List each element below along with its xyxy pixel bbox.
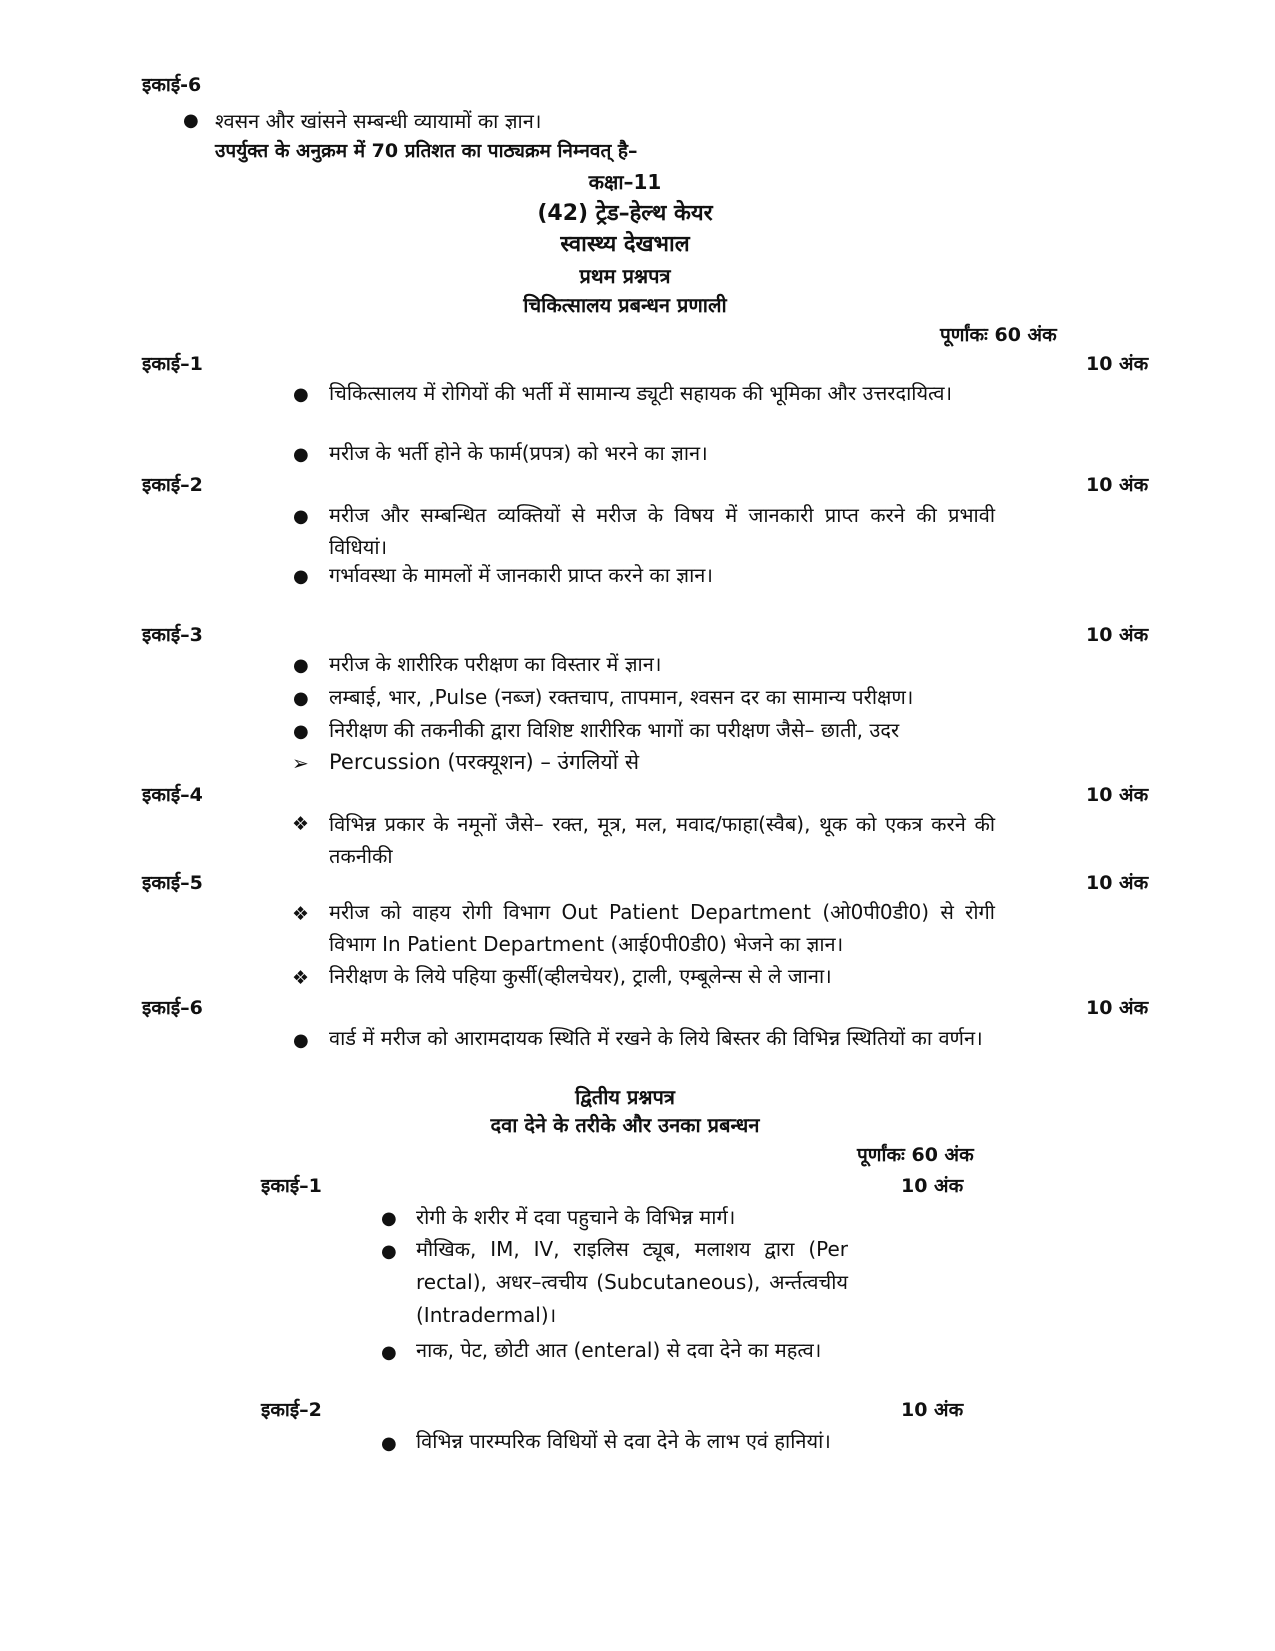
subject-heading: स्वास्थ्य देखभाल [560,232,690,257]
unit-label: इकाई–5 [142,872,203,894]
paper1-title: प्रथम प्रश्नपत्र [579,264,671,288]
bullet-icon: ● [183,110,199,131]
list-item: वार्ड में मरीज को आरामदायक स्थिति में रखने के लिये बिस्तर की विभिन्न स्थितियों का वर्णन। [329,1026,983,1050]
paper2-total-marks: पूर्णांकः 60 अंक [857,1144,974,1166]
list-item: निरीक्षण के लिये पहिया कुर्सी(व्हीलचेयर), ट्राली, एम्बूलेन्स से ले जाना। [329,964,832,988]
list-item: चिकित्सालय में रोगियों की भर्ती में सामान्य ड्यूटी सहायक की भूमिका और उत्तरदायित्व। [329,381,953,405]
unit-marks: 10 अंक [1086,624,1149,646]
unit-marks: 10 अंक [1086,353,1149,375]
list-item: लम्बाई, भार, ,Pulse (नब्ज) रक्तचाप, तापमान, श्वसन दर का सामान्य परीक्षण। [329,685,914,709]
list-item: नाक, पेट, छोटी आत (enteral) से दवा देने का महत्व। [416,1338,822,1362]
list-item: मरीज के शारीरिक परीक्षण का विस्तार में ज्ञान। [329,652,662,676]
top-note: उपर्युक्त के अनुक्रम में 70 प्रतिशत का पाठ्यक्रम निम्नवत् है– [215,140,638,162]
unit-marks: 10 अंक [1086,872,1149,894]
unit-label: इकाई–1 [261,1175,322,1197]
unit-label: इकाई–4 [142,784,203,806]
unit-marks: 10 अंक [1086,997,1149,1019]
bullet-icon: ● [381,1433,397,1454]
list-item: रोगी के शरीर में दवा पहुचाने के विभिन्न मार्ग। [416,1205,736,1229]
list-item: विभिन्न पारम्परिक विधियों से दवा देने के लाभ एवं हानियां। [416,1429,831,1453]
bullet-icon: ● [293,721,309,742]
trade-heading: (42) ट्रेड–हेल्थ केयर [537,201,713,226]
bullet-icon: ● [293,655,309,676]
bullet-icon: ● [293,688,309,709]
top-bullet-text: श्वसन और खांसने सम्बन्धी व्यायामों का ज्ञान। [215,109,542,133]
bullet-icon: ● [381,1241,397,1262]
unit-marks: 10 अंक [901,1399,964,1421]
top-unit-label: इकाई-6 [142,74,202,96]
paper1-total-marks: पूर्णांकः 60 अंक [940,324,1057,346]
paper2-subtitle: दवा देने के तरीके और उनका प्रबन्धन [490,1113,760,1137]
unit-marks: 10 अंक [1086,474,1149,496]
bullet-icon: ● [293,1030,309,1051]
unit-label: इकाई–1 [142,353,203,375]
diamond-bullet-icon: ❖ [292,967,310,989]
bullet-icon: ● [381,1208,397,1229]
list-item: मरीज के भर्ती होने के फार्म(प्रपत्र) को भरने का ज्ञान। [329,441,708,465]
bullet-icon: ● [293,384,309,405]
unit-label: इकाई–3 [142,624,203,646]
diamond-bullet-icon: ❖ [292,813,310,835]
unit-label: इकाई–2 [142,474,203,496]
bullet-icon: ● [293,506,309,527]
paper1-subtitle: चिकित्सालय प्रबन्धन प्रणाली [523,293,727,317]
arrow-bullet-icon: ➢ [292,751,309,775]
unit-label: इकाई–2 [261,1399,322,1421]
list-item: मरीज और सम्बन्धित व्यक्तियों से मरीज के विषय में जानकारी प्राप्त करने की प्रभावी विधियां। [329,503,995,559]
list-item: मरीज को वाहय रोगी विभाग Out Patient Department (ओ0पी0डी0) से रोगी विभाग In Patient Department (आई0पी0डी0) भेजने का ज्ञान। [329,900,995,956]
class-heading: कक्षा–11 [588,170,662,194]
paper2-title: द्वितीय प्रश्नपत्र [575,1085,675,1109]
unit-marks: 10 अंक [901,1175,964,1197]
unit-marks: 10 अंक [1086,784,1149,806]
unit-label: इकाई–6 [142,997,203,1019]
bullet-icon: ● [293,566,309,587]
list-item: विभिन्न प्रकार के नमूनों जैसे– रक्त, मूत्र, मल, मवाद/फाहा(स्वैब), थूक को एकत्र करने की तकनीकी [329,812,995,868]
list-item: गर्भावस्था के मामलों में जानकारी प्राप्त करने का ज्ञान। [329,563,713,587]
list-item: Percussion (परक्यूशन) – उंगलियों से [329,750,640,774]
list-item: निरीक्षण की तकनीकी द्वारा विशिष्ट शारीरिक भागों का परीक्षण जैसे– छाती, उदर [329,718,900,742]
list-item: मौखिक, IM, IV, राइलिस ट्यूब, मलाशय द्वारा (Per rectal), अधर–त्वचीय (Subcutaneous), अर्न्तत्वचीय (Intradermal)। [416,1237,848,1327]
bullet-icon: ● [293,444,309,465]
bullet-icon: ● [381,1342,397,1363]
diamond-bullet-icon: ❖ [292,903,310,925]
